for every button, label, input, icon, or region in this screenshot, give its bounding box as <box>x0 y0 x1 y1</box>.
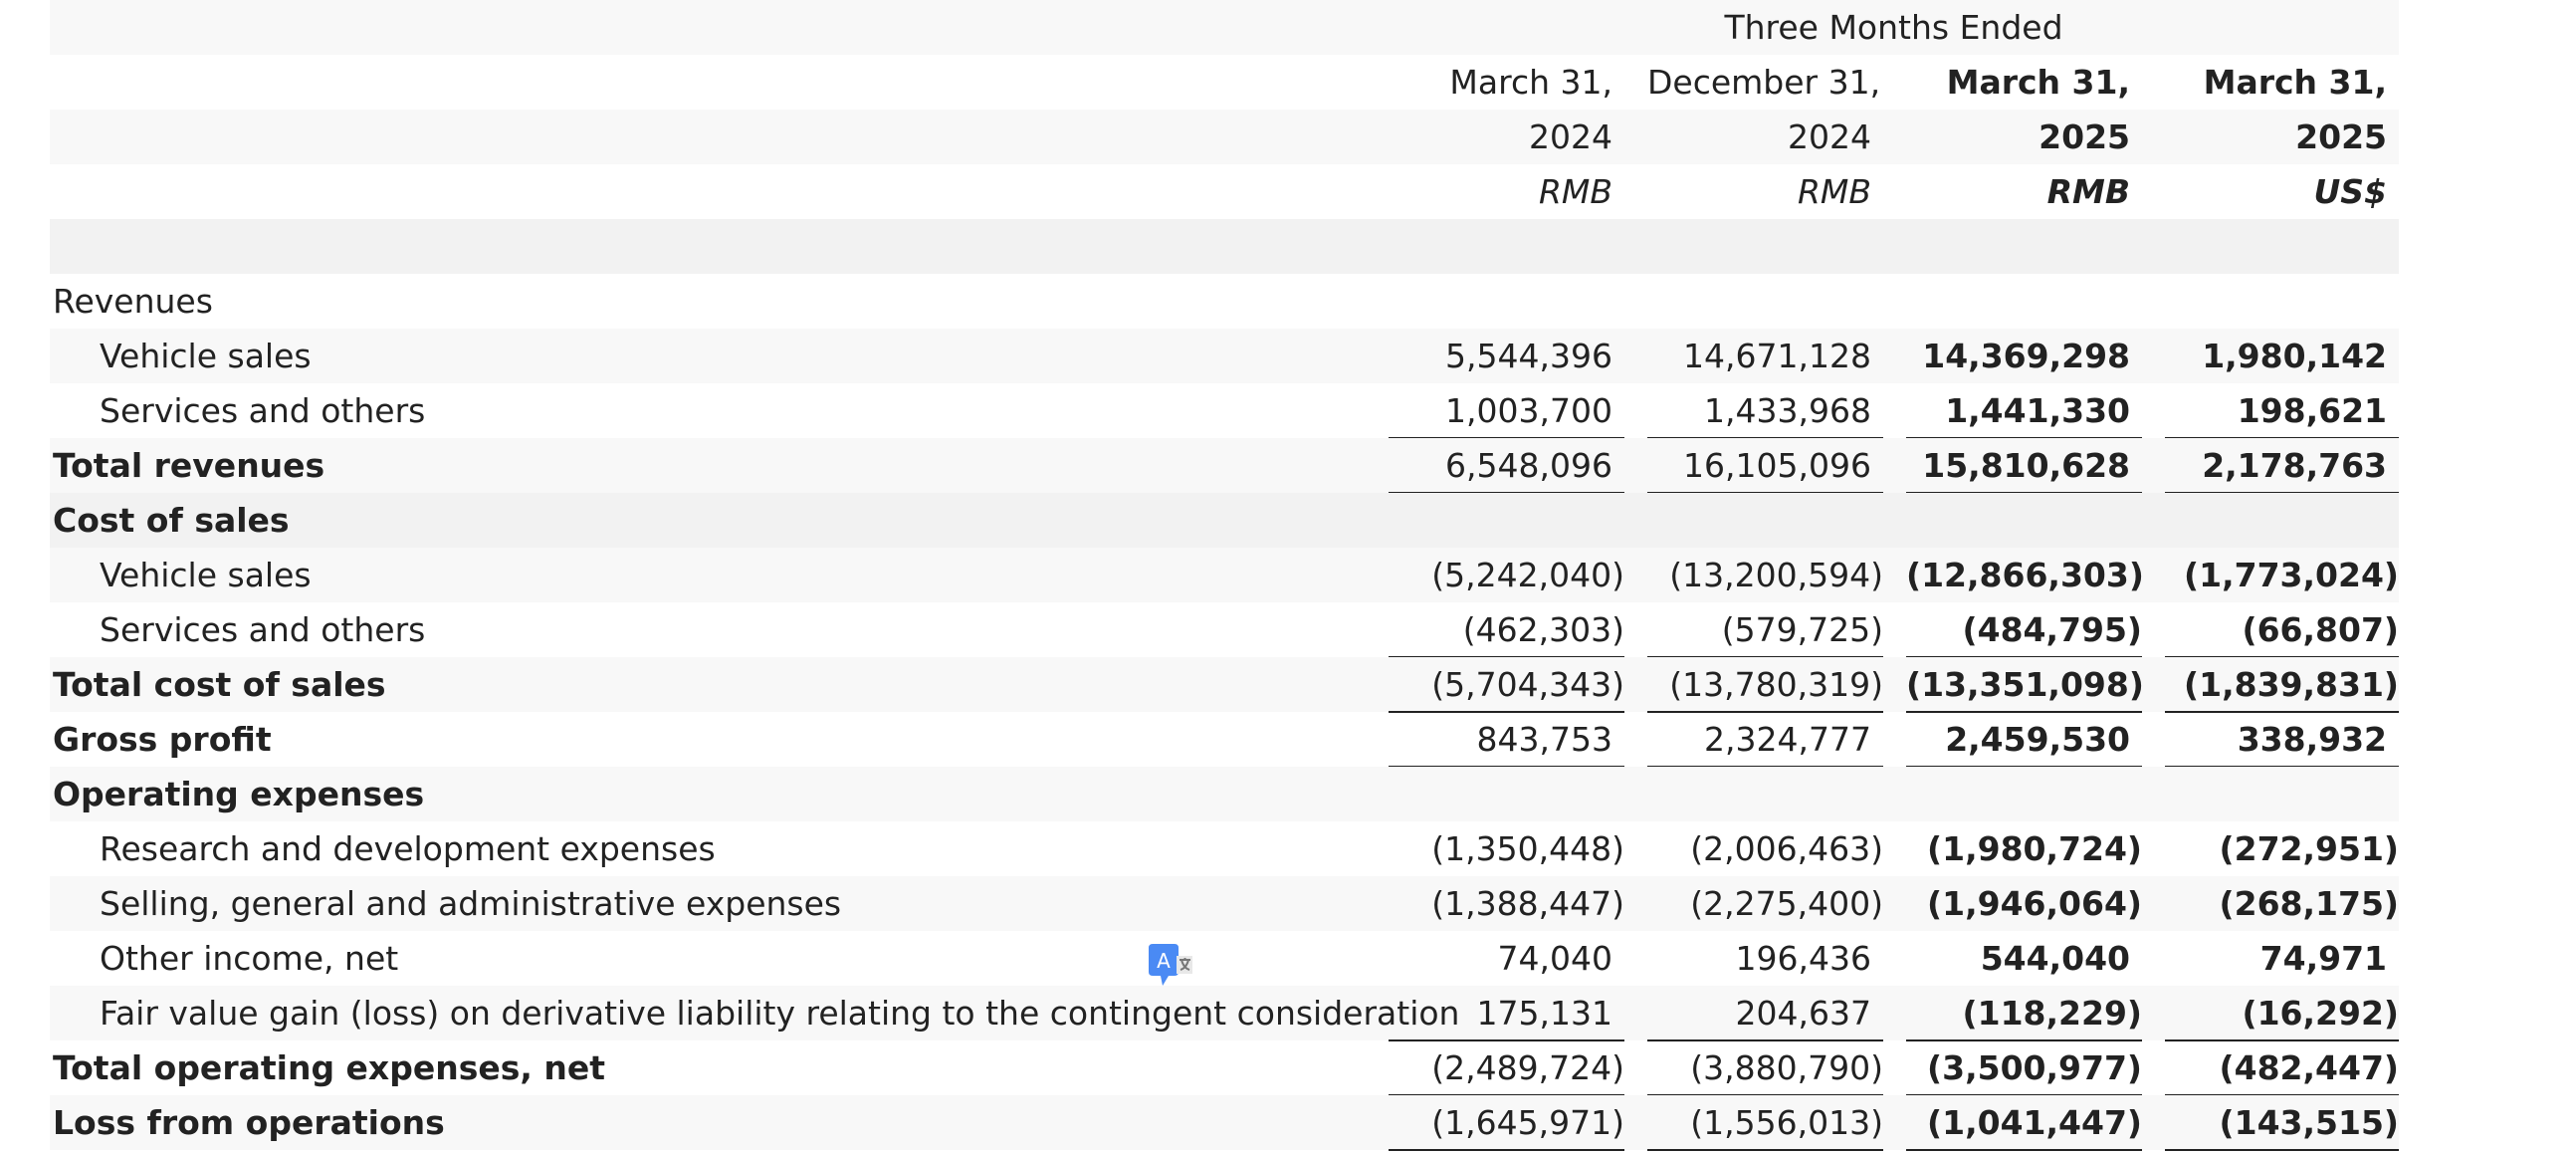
row-value-col1 <box>1389 274 1624 329</box>
col2-year: 2024 <box>1788 117 1871 156</box>
table-row <box>50 329 2399 383</box>
row-value-col3: 15,810,628 <box>1906 438 2142 493</box>
row-value-col2: 196,436 <box>1735 939 1871 978</box>
row-value-col1: (1,350,448) <box>1431 829 1624 868</box>
row-value-col1: (2,489,724) <box>1389 1040 1624 1095</box>
row-value-col1: 5,544,396 <box>1445 337 1612 375</box>
row-value-col4: (1,839,831) <box>2165 657 2399 712</box>
row-value-col4: 198,621 <box>2165 383 2399 438</box>
row-value-col4: 2,178,763 <box>2165 438 2399 493</box>
row-value-col4: 338,932 <box>2165 712 2399 767</box>
row-label: Cost of sales <box>53 501 290 540</box>
row-label: Services and others <box>100 610 426 649</box>
row-value-col4 <box>2165 274 2399 329</box>
header-title-row <box>50 0 2399 55</box>
row-value-col3 <box>1906 493 2142 548</box>
translate-icon-glyph: A <box>1157 949 1171 973</box>
col3-year: 2025 <box>2039 117 2130 156</box>
row-value-col4: (143,515) <box>2165 1095 2399 1150</box>
row-value-col4: (1,773,024) <box>2184 556 2399 594</box>
row-value-col3 <box>1906 274 2142 329</box>
row-value-col2: 14,671,128 <box>1683 337 1871 375</box>
row-label: Gross profit <box>53 720 272 759</box>
row-value-col3: 2,459,530 <box>1906 712 2142 767</box>
row-value-col2: (2,006,463) <box>1690 829 1883 868</box>
row-value-col1: 843,753 <box>1389 712 1624 767</box>
col1-date: March 31, <box>1449 63 1612 102</box>
col3-date: March 31, <box>1946 63 2130 102</box>
spacer-row <box>50 219 2399 274</box>
table-row <box>50 274 2399 329</box>
row-value-col2: 16,105,096 <box>1647 438 1883 493</box>
row-value-col2: (3,880,790) <box>1647 1040 1883 1095</box>
table-row <box>50 1095 2399 1150</box>
row-value-col1: (462,303) <box>1389 602 1624 657</box>
row-label: Fair value gain (loss) on derivative liability relating to the contingent consideration <box>100 994 1460 1033</box>
table-row <box>50 712 2399 767</box>
row-value-col2 <box>1647 274 1883 329</box>
row-label: Total cost of sales <box>53 665 386 704</box>
table-row <box>50 876 2399 931</box>
row-label: Operating expenses <box>53 775 425 813</box>
row-label: Vehicle sales <box>100 337 312 375</box>
col3-currency: RMB <box>2046 172 2130 211</box>
row-label: Vehicle sales <box>100 556 312 594</box>
row-value-col2: (1,556,013) <box>1647 1095 1883 1150</box>
col4-currency: US$ <box>2313 172 2387 211</box>
row-label: Loss from operations <box>53 1103 445 1142</box>
table-row <box>50 657 2399 712</box>
row-label: Total operating expenses, net <box>53 1048 606 1087</box>
row-value-col3: 14,369,298 <box>1922 337 2130 375</box>
row-value-col1: 175,131 <box>1389 986 1624 1040</box>
table-body <box>50 274 2399 1150</box>
header-year-row <box>50 110 2399 164</box>
row-value-col3: (13,351,098) <box>1906 657 2142 712</box>
header-currency-row <box>50 164 2399 219</box>
row-value-col2 <box>1647 493 1883 548</box>
row-value-col2: 1,433,968 <box>1647 383 1883 438</box>
table-row <box>50 602 2399 657</box>
row-label: Services and others <box>100 391 426 430</box>
table-row <box>50 767 2399 821</box>
row-value-col1: 1,003,700 <box>1389 383 1624 438</box>
row-label: Selling, general and administrative expenses <box>100 884 842 923</box>
row-value-col3 <box>1906 767 2142 821</box>
row-value-col3: 544,040 <box>1980 939 2130 978</box>
row-value-col3: (118,229) <box>1906 986 2142 1040</box>
period-title: Three Months Ended <box>1724 8 2063 47</box>
col2-currency: RMB <box>1797 172 1871 211</box>
row-value-col2 <box>1647 767 1883 821</box>
table-row <box>50 986 2399 1040</box>
col4-year: 2025 <box>2295 117 2387 156</box>
row-value-col1: (5,704,343) <box>1389 657 1624 712</box>
row-value-col4: 74,971 <box>2259 939 2387 978</box>
row-value-col2: (13,780,319) <box>1647 657 1883 712</box>
row-value-col2: (2,275,400) <box>1690 884 1883 923</box>
table-row <box>50 821 2399 876</box>
row-value-col2: (13,200,594) <box>1669 556 1883 594</box>
row-value-col2: 2,324,777 <box>1647 712 1883 767</box>
row-value-col1 <box>1389 493 1624 548</box>
row-value-col1 <box>1389 767 1624 821</box>
row-value-col1: (1,645,971) <box>1389 1095 1624 1150</box>
row-value-col3: (12,866,303) <box>1906 556 2144 594</box>
row-label: Other income, net <box>100 939 399 978</box>
income-statement-table <box>50 0 2399 1150</box>
row-value-col3: 1,441,330 <box>1906 383 2142 438</box>
row-value-col1: 74,040 <box>1497 939 1612 978</box>
col1-year: 2024 <box>1529 117 1612 156</box>
col2-date: December 31, <box>1647 63 1881 102</box>
table-row <box>50 1040 2399 1095</box>
row-value-col1: (1,388,447) <box>1431 884 1624 923</box>
row-value-col4: (66,807) <box>2165 602 2399 657</box>
row-value-col4 <box>2165 493 2399 548</box>
row-value-col3: (1,041,447) <box>1906 1095 2142 1150</box>
row-value-col1: (5,242,040) <box>1431 556 1624 594</box>
row-value-col4: (16,292) <box>2165 986 2399 1040</box>
row-value-col4: (482,447) <box>2165 1040 2399 1095</box>
row-value-col1: 6,548,096 <box>1389 438 1624 493</box>
row-value-col3: (1,980,724) <box>1927 829 2142 868</box>
row-value-col3: (484,795) <box>1906 602 2142 657</box>
header-date-row <box>50 55 2399 110</box>
table-row <box>50 438 2399 493</box>
row-label: Total revenues <box>53 446 325 485</box>
col4-date: March 31, <box>2203 63 2387 102</box>
table-row <box>50 931 2399 986</box>
row-label: Research and development expenses <box>100 829 716 868</box>
table-row <box>50 493 2399 548</box>
row-label: Revenues <box>53 282 213 321</box>
row-value-col2: 204,637 <box>1647 986 1883 1040</box>
row-value-col4: (268,175) <box>2219 884 2399 923</box>
table-row <box>50 383 2399 438</box>
row-value-col3: (3,500,977) <box>1906 1040 2142 1095</box>
row-value-col2: (579,725) <box>1647 602 1883 657</box>
col1-currency: RMB <box>1538 172 1612 211</box>
row-value-col4: 1,980,142 <box>2202 337 2387 375</box>
row-value-col4 <box>2165 767 2399 821</box>
row-value-col4: (272,951) <box>2219 829 2399 868</box>
row-value-col3: (1,946,064) <box>1927 884 2142 923</box>
translate-icon[interactable] <box>1147 942 1196 990</box>
table-row <box>50 548 2399 602</box>
